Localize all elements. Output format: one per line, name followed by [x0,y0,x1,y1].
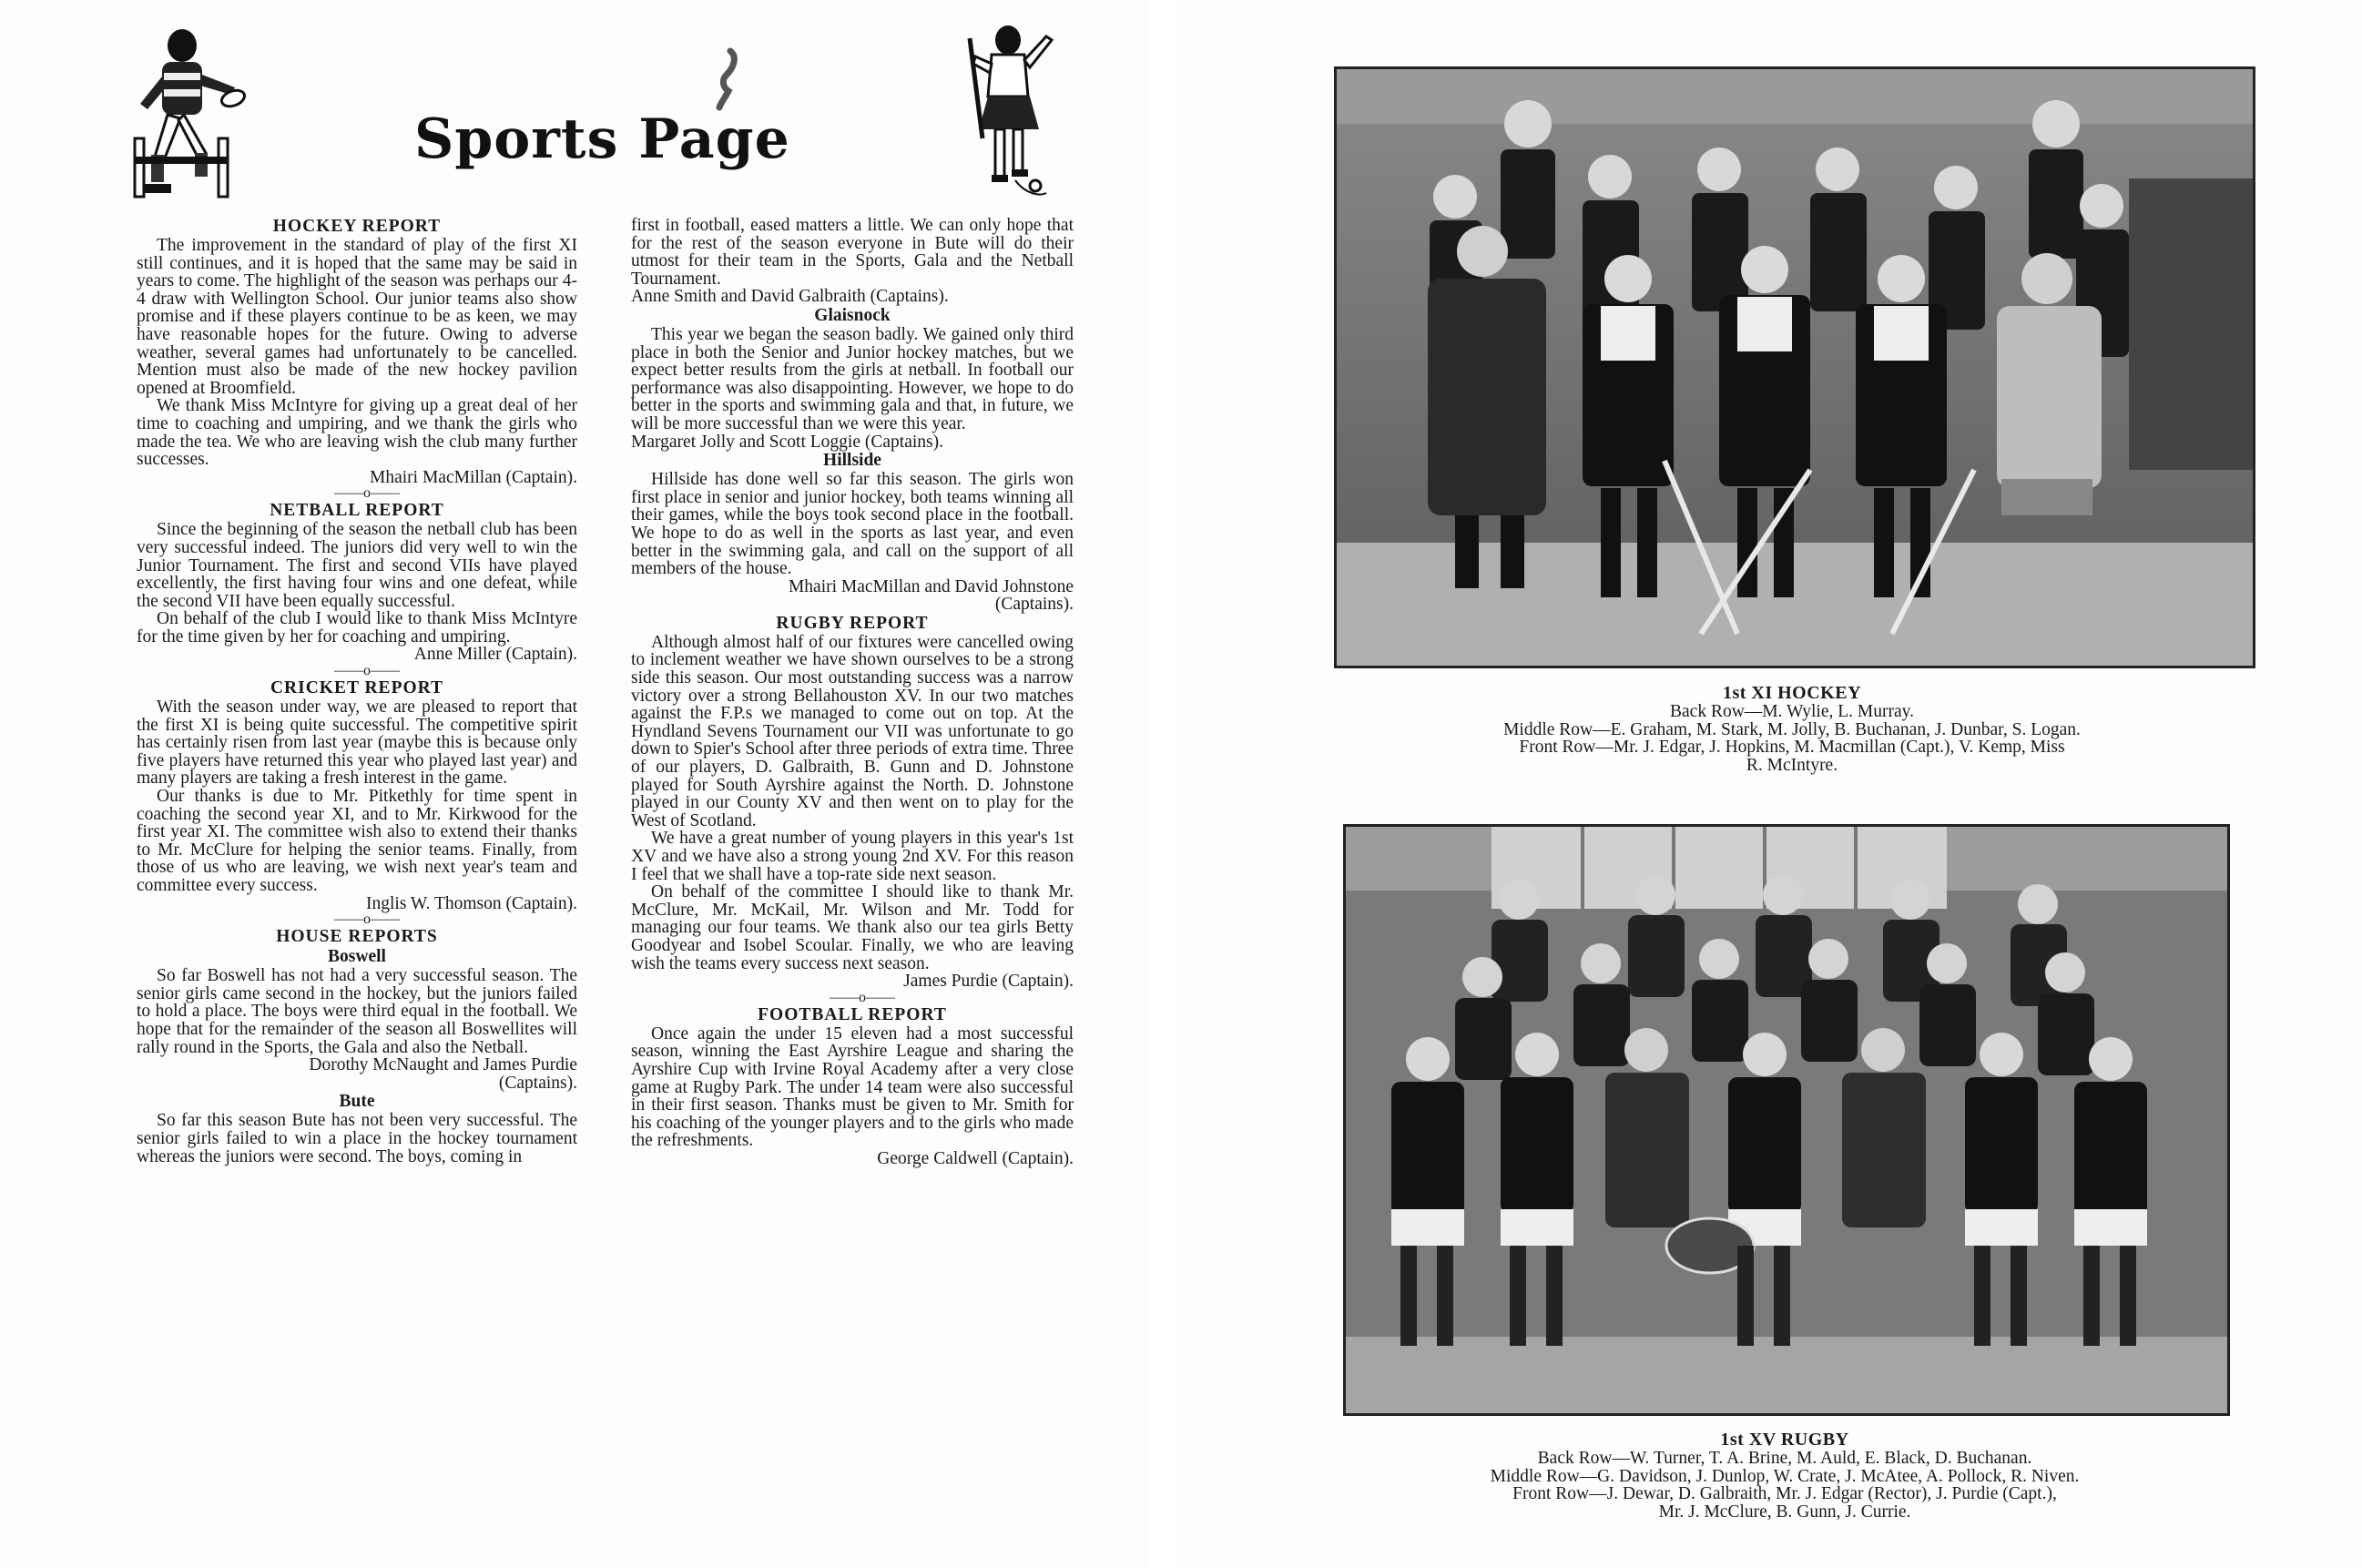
hockey-caption-back-row: Back Row—M. Wylie, L. Murray. [1670,701,1914,721]
ink-smudge [710,47,747,111]
hockey-report-heading: HOCKEY REPORT [272,217,442,236]
football-report-signature: George Caldwell (Captain). [877,1148,1074,1168]
rugby-photo-caption [1329,1431,2240,1522]
rugby-report-paragraph: Although almost half of our fixtures were cancelled owing to inclement weather we have shown ourselves to be a strong side this season. Our most outstanding success was a narrow victory over a strong Bellahouston XV. In our two matches against the F.P.s we managed to come out on top. At the Hyndland Sevens Tournament our VII was unfortunate to go down to Spier's School after three periods of extra time. Three of our players, D. Galbraith, B. Gunn and D. Johnstone played for South Ayrshire against the North. D. Johnstone played in our County XV and then went on to play for the West of Scotland. [631,632,1074,830]
left-text-column [137,217,577,1166]
rugby-report-heading: RUGBY REPORT [776,613,929,633]
bute-paragraph-continued: first in football, eased matters a little. We can only hope that for the rest of the season everyone in Bute will do their utmost for their team in the Sports, Gala and the Netball Tournament. [631,216,1074,289]
cricket-report-heading: CRICKET REPORT [270,678,444,698]
boswell-paragraph: So far Boswell has not had a very successful season. The senior girls came second in the hockey, but the juniors failed to hold a place. The boys were third equal in the football. We hope that for the remainder of the season all Boswellites will rally round in the Sports, the Gala and also the Netball. [137,966,577,1057]
cricket-report-paragraph: With the season under way, we are pleased to report that the first XI is being quite successful. The competitive spirit has certainly risen from last year (maybe this is because only five players have returned this year who played last year) and many players are taking a fresh interest in the game. [137,697,577,789]
rugby-caption-back-row: Back Row—W. Turner, T. A. Brine, M. Auld, E. Black, D. Buchanan. [1537,1448,2032,1468]
rugby-team-photo [1343,824,2230,1416]
hillside-signature-captains: (Captains). [994,595,1074,615]
section-separator: ——o—— [334,911,400,928]
rugby-caption-front-row-cont: Mr. J. McClure, B. Gunn, J. Currie. [1658,1502,1911,1522]
netball-report-paragraph: On behalf of the club I would like to thank Miss McIntyre for the time given by her for coaching and umpiring. [137,609,577,647]
left-page [0,0,1147,1568]
football-report-heading: FOOTBALL REPORT [758,1004,947,1024]
rugby-report-signature: James Purdie (Captain). [903,972,1074,992]
netball-report-signature: Anne Miller (Captain). [413,645,577,665]
hillside-paragraph: Hillside has done well so far this season. The girls won first place in senior and junior hockey, both teams winning all their games, while the boys took second place in the football. We hope to do as well in the sports as last year, and even better in the swimming gala, and call on the support of all members of the house. [631,470,1074,579]
hockey-report-signature: Mhairi MacMillan (Captain). [370,467,577,487]
glaisnock-signature: Margaret Jolly and Scott Loggie (Captains). [631,432,943,452]
hockey-team-photo [1334,66,2255,668]
hillside-heading: Hillside [823,451,881,471]
hockey-team-photo-image [1337,69,2253,666]
rugby-player-illustration [127,20,246,202]
page-title: Sports Page [414,107,790,171]
cricket-report-paragraph: Our thanks is due to Mr. Pitkethly for time spent in coaching the second year XI, and to Mr. Kirkwood for the first year XI. The committee wish also to extend their thanks to Mr. McClure for helping the senior teams. Finally, from those of us who are leaving, we wish next year's team and committee every success. [137,787,577,895]
rugby-report-paragraph: On behalf of the committee I should like to thank Mr. McClure, Mr. McKail, Mr. Wilson and Mr. Todd for managing our four teams. We thank also our tea girls Betty Goodyear and Isobel Scoular. Finally, we who are leaving wish the teams every success next season. [631,882,1074,973]
bute-signature: Anne Smith and David Galbraith (Captains). [631,287,949,307]
boswell-heading: Boswell [328,947,386,967]
house-reports-heading: HOUSE REPORTS [276,927,438,947]
hockey-photo-caption [1334,685,2250,775]
hockey-caption-front-row: Front Row—Mr. J. Edgar, J. Hopkins, M. Macmillan (Capt.), V. Kemp, Miss [1519,738,2065,758]
rugby-caption-middle-row: Middle Row—G. Davidson, J. Dunlop, W. Crate, J. McAtee, A. Pollock, R. Niven. [1490,1466,2080,1486]
hillside-signature: Mhairi MacMillan and David Johnstone [788,576,1074,596]
glaisnock-heading: Glaisnock [814,305,891,325]
rugby-team-photo-image [1346,827,2227,1413]
section-separator: ——o—— [334,663,400,679]
section-separator: ——o—— [830,989,895,1005]
hockey-report-paragraph: We thank Miss McIntyre for giving up a great deal of her time to coaching and umpiring, and we thank the girls who made the tea. We who are leaving wish the club many further successes. [137,396,577,470]
hockey-player-illustration [952,20,1056,202]
rugby-caption-front-row: Front Row—J. Dewar, D. Galbraith, Mr. J. Edgar (Rector), J. Purdie (Capt.), [1512,1484,2057,1504]
right-text-column [631,217,1074,1168]
glaisnock-paragraph: This year we began the season badly. We gained only third place in both the Senior and Junior hockey matches, but we expect better results from the girls at netball. In football our performance was also disappointing. However, we hope to do better in the sports and swimming gala and that, in future, we will be more successful than we were this year. [631,324,1074,433]
rugby-caption-title: 1st XV RUGBY [1720,1430,1849,1450]
bute-paragraph: So far this season Bute has not been very successful. The senior girls failed to win a place in the hockey tournament whereas the juniors were second. The boys, coming in [137,1111,577,1166]
hockey-caption-front-row-cont: R. McIntyre. [1746,756,1838,776]
football-report-paragraph: Once again the under 15 eleven had a most successful season, winning the East Ayrshire League and sharing the Ayrshire Cup with Irvine Royal Academy after a very close game at Rugby Park. The under 14 team were also successful in their first season. Thanks must be given to Mr. Smith for his coaching of the younger players and to the girls who made the refreshments. [631,1023,1074,1151]
netball-report-heading: NETBALL REPORT [270,501,444,521]
boswell-signature-captains: (Captains). [498,1073,577,1093]
bute-heading: Bute [339,1092,375,1112]
hockey-caption-title: 1st XI HOCKEY [1722,683,1862,703]
hockey-caption-middle-row: Middle Row—E. Graham, M. Stark, M. Jolly, B. Buchanan, J. Dunbar, S. Logan. [1503,719,2081,739]
section-separator: ——o—— [334,485,400,502]
hockey-report-paragraph: The improvement in the standard of play of the first XI still continues, and it is hoped that the same may be said in years to come. The highlight of the season was perhaps our 4-4 draw with Wellington School. Our junior teams also show promise and if these players continue to be as keen, we may have reasonable hopes for the future. Owing to adverse weather, several games had unfortunately to be cancelled. Mention must also be made of the new hockey pavilion opened at Broomfield. [137,236,577,398]
rugby-report-paragraph: We have a great number of young players in this year's 1st XV and we have also a strong young 2nd XV. For this reason I feel that we shall have a top-rate side next season. [631,829,1074,884]
cricket-report-signature: Inglis W. Thomson (Captain). [365,893,577,913]
boswell-signature: Dorothy McNaught and James Purdie [309,1055,577,1075]
netball-report-paragraph: Since the beginning of the season the netball club has been very successful indeed. The juniors did very well to win the Junior Tournament. The first and second VIIs have played excellently, the first having four wins and one defeat, while the second VII have been equally successful. [137,520,577,611]
